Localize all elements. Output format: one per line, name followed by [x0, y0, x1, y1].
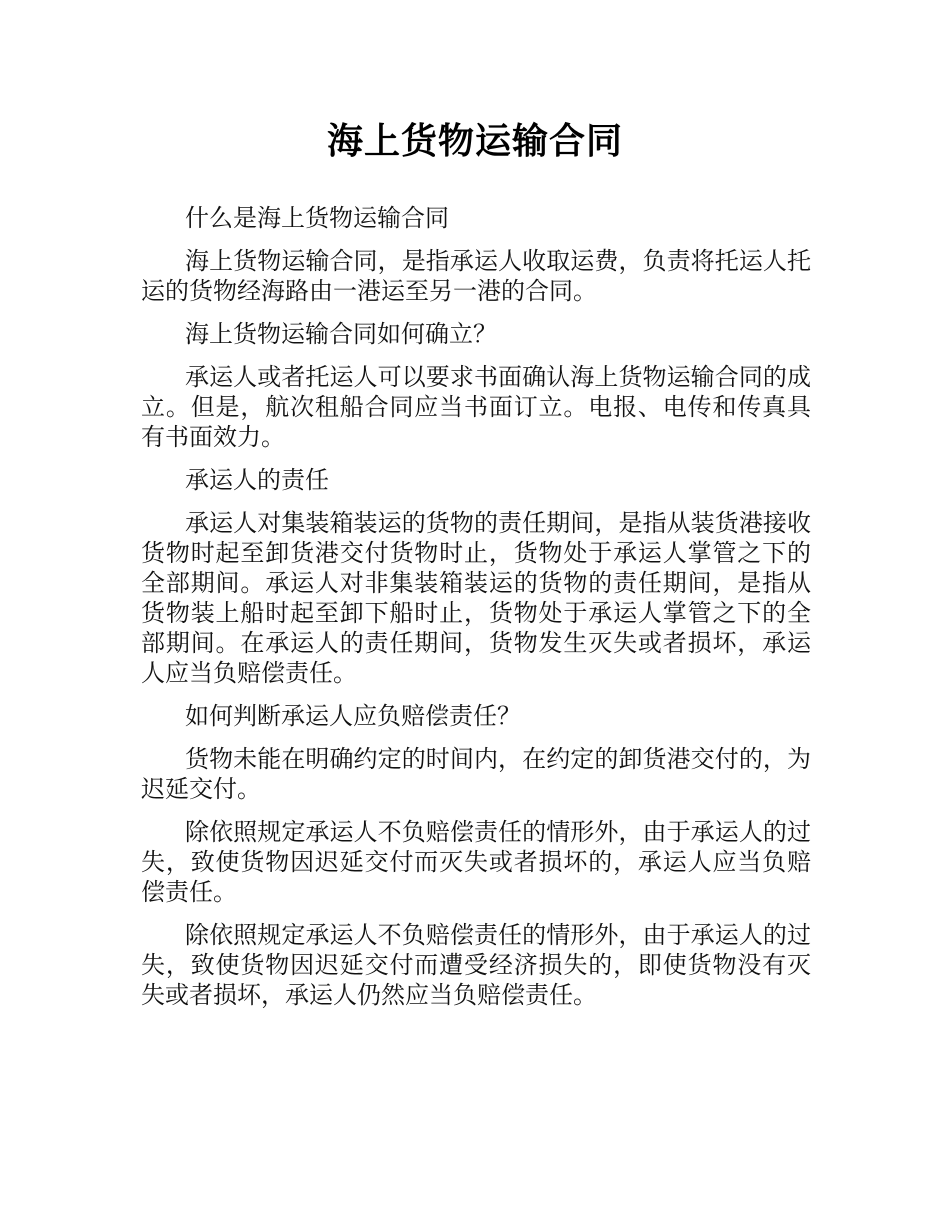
document-body [141, 203, 811, 1023]
paragraph-delayed-delivery: 货物未能在明确约定的时间内，在约定的卸货港交付的，为迟延交付。 [141, 745, 811, 803]
paragraph-loss-damage: 除依照规定承运人不负赔偿责任的情形外，由于承运人的过失，致使货物因迟延交付而灭失或者损坏的，承运人应当负赔偿责任。 [141, 818, 811, 906]
paragraph-definition: 海上货物运输合同，是指承运人收取运费，负责将托运人托运的货物经海路由一港运至另一港的合同。 [141, 247, 811, 305]
paragraph-economic-loss: 除依照规定承运人不负赔偿责任的情形外，由于承运人的过失，致使货物因迟延交付而遭受经济损失的，即使货物没有灭失或者损坏，承运人仍然应当负赔偿责任。 [141, 921, 811, 1009]
section-heading-establishment: 海上货物运输合同如何确立？ [185, 320, 497, 348]
paragraph-establishment: 承运人或者托运人可以要求书面确认海上货物运输合同的成立。但是，航次租船合同应当书面订立。电报、电传和传真具有书面效力。 [141, 363, 811, 451]
section-heading-definition: 什么是海上货物运输合同 [185, 204, 449, 232]
paragraph-carrier-liability: 承运人对集装箱装运的货物的责任期间，是指从装货港接收货物时起至卸货港交付货物时止，货物处于承运人掌管之下的全部期间。承运人对非集装箱装运的货物的责任期间，是指从货物装上船时起至卸下船时止，货物处于承运人掌管之下的全部期间。在承运人的责任期间，货物发生灭失或者损坏，承运人应当负赔偿责任。 [141, 509, 811, 687]
document-title: 海上货物运输合同 [326, 121, 623, 162]
section-heading-carrier-liability: 承运人的责任 [185, 466, 329, 494]
section-heading-compensation: 如何判断承运人应负赔偿责任？ [185, 702, 521, 730]
